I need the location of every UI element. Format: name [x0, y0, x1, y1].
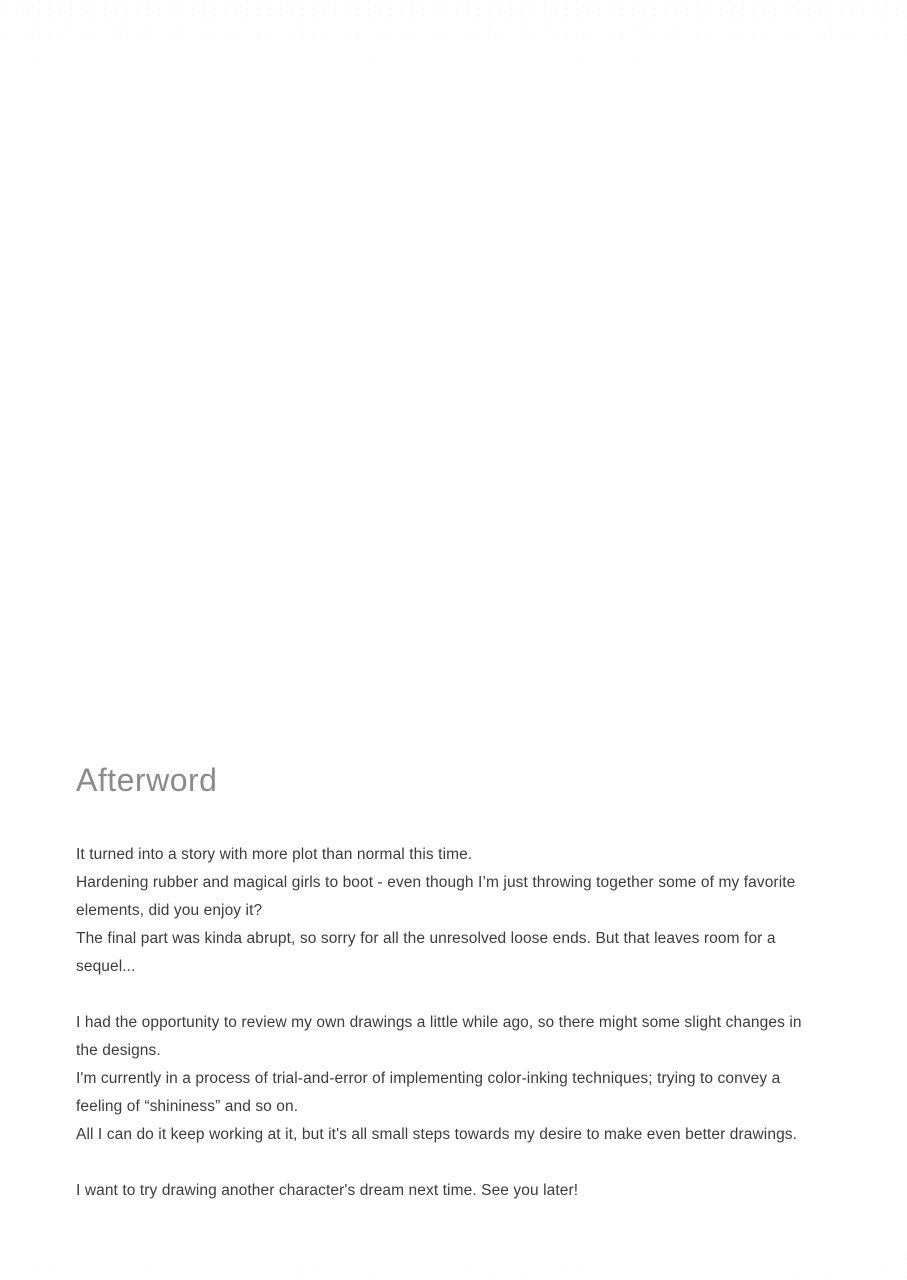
body-text-line: I want to try drawing another character's dream next time. See you later!: [76, 1182, 579, 1199]
paragraph: [76, 1009, 846, 1149]
body-text-line: All I can do it keep working at it, but it's all small steps towards my desire to make even better drawings.: [76, 1126, 798, 1143]
body-text-line: feeling of “shininess” and so on.: [76, 1098, 299, 1115]
body-text-line: elements, did you enjoy it?: [76, 902, 263, 919]
body-text-line: the designs.: [76, 1042, 161, 1059]
body-text-line: Hardening rubber and magical girls to boot - even though I’m just throwing together some of my favorite: [76, 874, 796, 891]
page-title: Afterword: [76, 762, 218, 798]
body-text-line: It turned into a story with more plot than normal this time.: [76, 846, 473, 863]
body-text-line: sequel...: [76, 958, 136, 975]
paragraph: [76, 1177, 846, 1205]
body-text-line: I had the opportunity to review my own drawings a little while ago, so there might some slight changes in: [76, 1014, 802, 1031]
scan-noise-bottom: [0, 1220, 907, 1280]
body-text-line: I'm currently in a process of trial-and-error of implementing color-inking techniques; trying to convey a: [76, 1070, 781, 1087]
afterword-body: [76, 841, 846, 1205]
body-text-line: The final part was kinda abrupt, so sorry for all the unresolved loose ends. But that leaves room for a: [76, 930, 776, 947]
scan-noise-top: [0, 0, 907, 85]
paragraph: [76, 841, 846, 981]
